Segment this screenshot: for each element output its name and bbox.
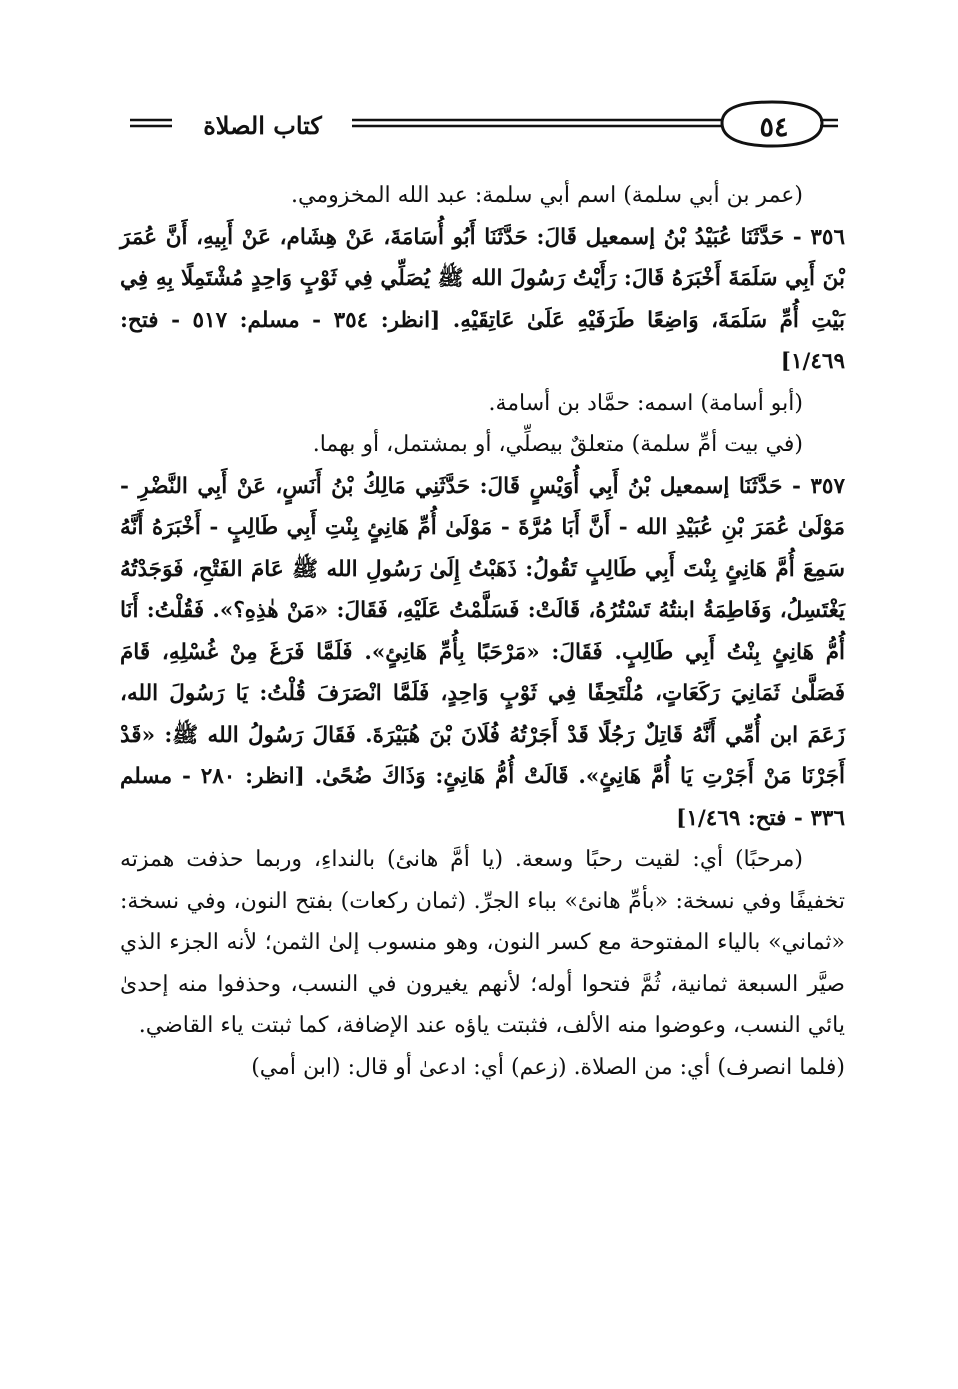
running-title: كتاب الصلاة: [203, 111, 322, 140]
commentary-paragraph: (أبو أسامة) اسمه: حمَّاد بن أسامة.: [488, 390, 803, 416]
commentary-paragraph: (في بيت أمِّ سلمة) متعلقٌ بيصلِّي، أو بمشتمل، أو بهما.: [312, 432, 803, 457]
hadith-paragraph: ٣٥٧ - حَدَّثَنَا إسمعيل بْنُ أَبِي أُوَيْسٍ قَالَ: حَدَّثَنِي مَالِكُ بْنُ أَنَسٍ، عَنْ أَبِي النَّضْرِ - مَوْلَىٰ عُمَرَ بْنِ عُبَيْدِ الله - أَنَّ أَبَا مُرَّةَ - مَوْلَىٰ أُمِّ هَانِئٍ بِنْتِ أَبِي طَالِبٍ - أَخْبَرَهُ أَنَّهُ سَمِعَ أُمَّ هَانِئٍ بِنْتَ أَبِي طَالِبٍ تَقُولُ: ذَهَبْتُ إِلَىٰ رَسُولِ الله ﷺ عَامَ الفَتْحِ، فَوَجَدْتُهُ يَغْتَسِلُ، وَفَاطِمَةُ ابنتُهُ تَسْتُرُهُ، قَالَتْ: فَسَلَّمْتُ عَلَيْهِ، فَقَالَ: «مَنْ هٰذِهِ؟». فَقُلْتُ: أَنَا أُمُّ هَانِئٍ بِنْتُ أَبِي طَالِبٍ. فَقَالَ: «مَرْحَبًا بِأُمِّ هَانِئٍ». فَلَمَّا فَرَغَ مِنْ غُسْلِهِ، قَامَ فَصَلَّىٰ ثَمَانِيَ رَكَعَاتٍ، مُلْتَحِفًا فِي ثَوْبٍ وَاحِدٍ، فَلَمَّا انْصَرَفَ قُلْتُ: يَا رَسُولَ الله، زَعَمَ ابن أُمِّي أَنَّهُ قَاتِلٌ رَجُلًا قَدْ أَجَرْتُهُ فُلَانَ بْنَ هُبَيْرَةَ. فَقَالَ رَسُولُ الله ﷺ: «قَدْ أَجَرْنَا مَنْ أَجَرْتِ يَا أُمَّ هَانِئٍ». قَالَتْ أُمُّ هَانِئٍ: وَذَاكَ ضُحًىٰ. [انظر: ٢٨٠ - مسلم ٣٣٦ - فتح: ١/٤٦٩]: [120, 473, 845, 831]
commentary-paragraph: (فلما انصرف) أي: من الصلاة. (زعم) أي: ادعىٰ أو قال: (ابن أمي): [251, 1054, 845, 1080]
commentary-paragraph: (عمر بن أبي سلمة) اسم أبي سلمة: عبد الله المخزومي.: [291, 183, 803, 208]
page-body: [120, 175, 845, 1088]
page-number: ٥٤: [759, 112, 789, 143]
hadith-paragraph: ٣٥٦ - حَدَّثَنَا عُبَيْدُ بْنُ إسمعيل قَالَ: حَدَّثَنَا أَبُو أُسَامَةَ، عَنْ هِشَام، عَنْ أَبِيهِ، أَنَّ عُمَرَ بْنَ أَبِي سَلَمَةَ أَخْبَرَهُ قَالَ: رَأَيْتُ رَسُولَ الله ﷺ يُصَلِّي فِي ثَوْبٍ وَاحِدٍ مُشْتَمِلًا بِهِ فِي بَيْتِ أُمِّ سَلَمَةَ، وَاضِعًا طَرَفَيْهِ عَلَىٰ عَاتِقَيْهِ. [انظر: ٣٥٤ - مسلم: ٥١٧ - فتح: ١/٤٦٩]: [120, 224, 845, 374]
commentary-paragraph: (مرحبًا) أي: لقيت رحبًا وسعة. (يا أمَّ هانئ) بالنداءِ، وربما حذفت همزته تخفيفًا وفي نسخة: «بأمِّ هانئ» بباء الجرِّ. (ثمان ركعات) بفتح النون، وفي نسخة: «ثماني» بالياء المفتوحة مع كسر النون، وهو منسوب إلىٰ الثمن؛ لأنه الجزء الذي صيَّر السبعة ثمانية، ثُمَّ فتحوا أوله؛ لأنهم يغيرون في النسب، وحذفوا منه إحدىٰ يائي النسب، وعوضوا منه الألف، فثبتت ياؤه عند الإضافة، كما ثبتت ياء القاضي.: [120, 847, 845, 1038]
